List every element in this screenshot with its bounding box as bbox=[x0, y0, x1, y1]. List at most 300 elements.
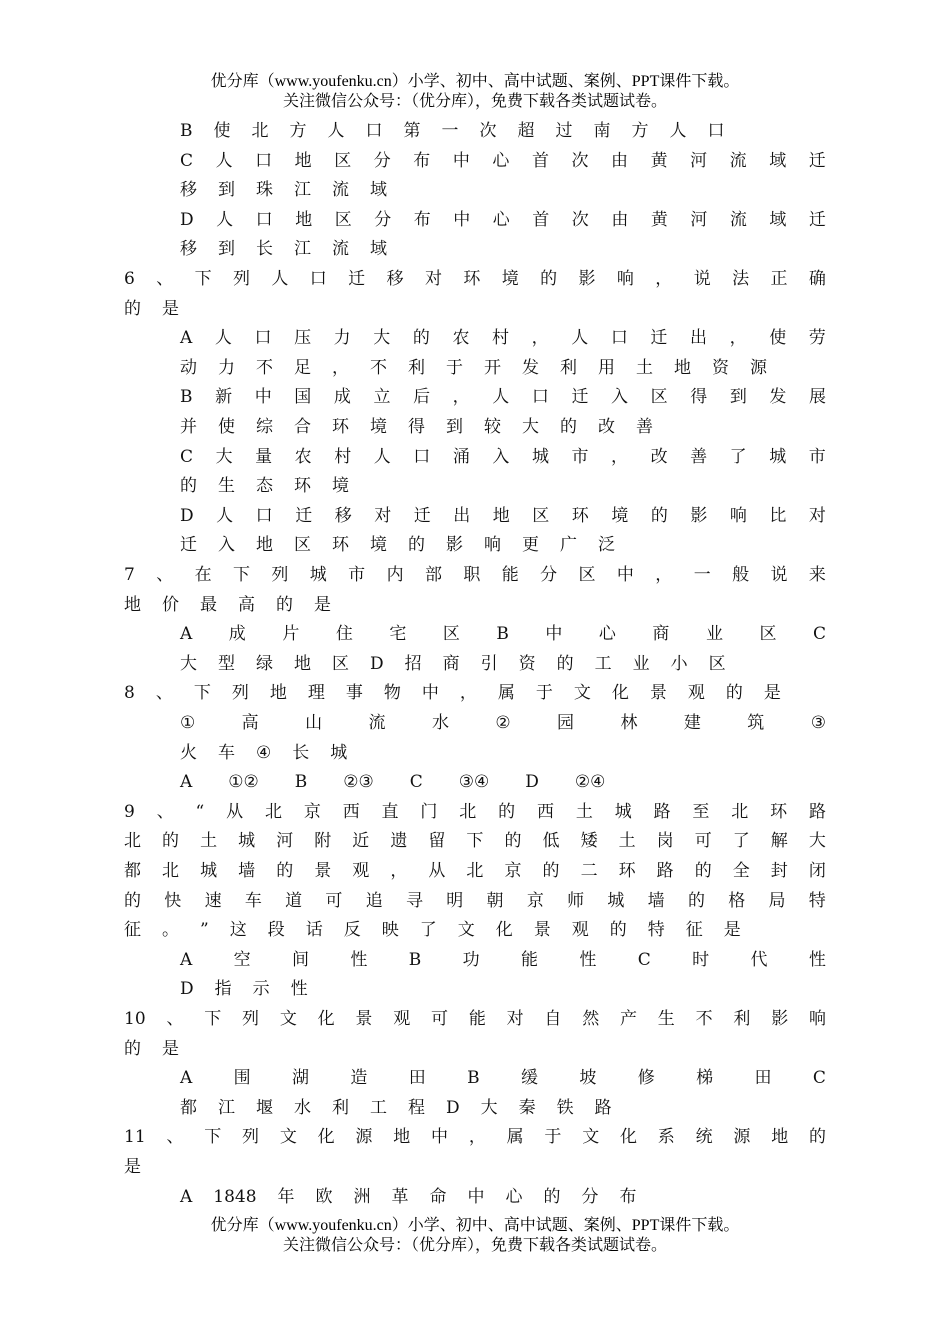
text-token: 方 bbox=[289, 121, 307, 141]
text-token: 中 bbox=[616, 565, 634, 585]
text-token: 建 bbox=[683, 713, 701, 733]
text-token: 城 bbox=[607, 891, 625, 911]
text-token: 力 bbox=[218, 358, 235, 378]
text-token: 环 bbox=[463, 269, 481, 289]
text-token: 田 bbox=[408, 1068, 426, 1088]
text-token: 人 bbox=[214, 328, 232, 348]
text-line bbox=[180, 948, 826, 972]
text-token: 9 bbox=[124, 802, 135, 822]
text-token: 景 bbox=[314, 861, 332, 881]
text-token: 下 bbox=[466, 831, 484, 851]
text-token: 统 bbox=[695, 1127, 713, 1147]
text-token: 是 bbox=[763, 683, 781, 703]
text-token: 田 bbox=[754, 1068, 772, 1088]
text-token: C bbox=[409, 772, 423, 792]
text-token: 不 bbox=[370, 358, 387, 378]
text-line bbox=[124, 1037, 826, 1061]
text-token: 城 bbox=[200, 861, 218, 881]
text-token: B bbox=[180, 121, 193, 141]
text-token: 到 bbox=[218, 180, 235, 200]
text-token: 新 bbox=[215, 387, 233, 407]
text-token: 区 bbox=[708, 654, 726, 674]
text-token: 年 bbox=[277, 1187, 295, 1207]
text-token: 用 bbox=[598, 358, 615, 378]
text-token: 路 bbox=[809, 802, 826, 822]
text-token: 足 bbox=[294, 358, 311, 378]
text-token: 下 bbox=[204, 1009, 222, 1029]
text-token: 理 bbox=[307, 683, 325, 703]
text-token: 湖 bbox=[292, 1068, 310, 1088]
text-token: 化 bbox=[317, 1009, 335, 1029]
text-token: 的 bbox=[687, 891, 705, 911]
text-token: 地 bbox=[294, 654, 311, 674]
text-token: 压 bbox=[294, 328, 312, 348]
text-token: 工 bbox=[594, 654, 612, 674]
text-token: 区 bbox=[759, 624, 777, 644]
text-token: 路 bbox=[594, 1098, 612, 1118]
text-token: 分 bbox=[581, 1187, 599, 1207]
text-token: 、 bbox=[155, 683, 173, 703]
text-token: 景 bbox=[355, 1009, 373, 1029]
text-token: 布 bbox=[413, 151, 431, 171]
text-token: 征 bbox=[124, 920, 141, 940]
text-token: 资 bbox=[712, 358, 729, 378]
text-token: 影 bbox=[771, 1009, 789, 1029]
text-token: 后 bbox=[413, 387, 431, 407]
text-token: 流 bbox=[368, 713, 386, 733]
text-token: 源 bbox=[733, 1127, 751, 1147]
text-token: 、 bbox=[166, 1009, 184, 1029]
text-token: 修 bbox=[637, 1068, 655, 1088]
text-token: D bbox=[180, 979, 194, 999]
text-token: 车 bbox=[244, 891, 262, 911]
text-token: 环 bbox=[294, 476, 311, 496]
text-token: 说 bbox=[770, 565, 788, 585]
text-token: 迁 bbox=[571, 387, 589, 407]
text-token: 市 bbox=[571, 447, 589, 467]
text-token: A bbox=[180, 624, 193, 644]
text-token: 迁 bbox=[348, 269, 366, 289]
text-token: 从 bbox=[428, 861, 446, 881]
text-token: 道 bbox=[285, 891, 303, 911]
text-token: 移 bbox=[334, 506, 352, 526]
text-token: 京 bbox=[504, 861, 522, 881]
text-token: 地 bbox=[393, 1127, 411, 1147]
text-token: 区 bbox=[578, 565, 596, 585]
text-token: 涌 bbox=[452, 447, 470, 467]
text-token: 的 bbox=[498, 802, 516, 822]
text-token: 火 bbox=[180, 743, 197, 763]
text-token: 境 bbox=[611, 506, 629, 526]
text-token: 次 bbox=[571, 151, 589, 171]
text-token: 的 bbox=[504, 831, 522, 851]
text-token: 文 bbox=[573, 683, 591, 703]
text-token: 广 bbox=[560, 535, 577, 555]
text-token: 观 bbox=[393, 1009, 411, 1029]
text-line bbox=[124, 593, 826, 617]
text-token: 农 bbox=[294, 447, 312, 467]
text-token: 了 bbox=[732, 831, 750, 851]
text-token: 可 bbox=[325, 891, 343, 911]
text-token: 的 bbox=[560, 417, 577, 437]
text-token: 口 bbox=[255, 210, 273, 230]
text-token: 梯 bbox=[696, 1068, 714, 1088]
text-token: 态 bbox=[256, 476, 273, 496]
text-token: A bbox=[180, 1187, 193, 1207]
text-token: 利 bbox=[332, 1098, 349, 1118]
text-token: 村 bbox=[492, 328, 510, 348]
text-token: 下 bbox=[193, 683, 211, 703]
text-token: 口 bbox=[255, 151, 273, 171]
text-token: 源 bbox=[355, 1127, 373, 1147]
text-token: 在 bbox=[194, 565, 212, 585]
text-token: 由 bbox=[611, 210, 629, 230]
text-token: 命 bbox=[429, 1187, 447, 1207]
text-token: 10 bbox=[124, 1009, 146, 1029]
header-line-2: 关注微信公众号：（优分库），免费下载各类试题试卷。 bbox=[282, 93, 667, 110]
text-token: 流 bbox=[729, 210, 747, 230]
text-token: 于 bbox=[544, 1127, 562, 1147]
text-token: 心 bbox=[598, 624, 616, 644]
text-token: 11 bbox=[124, 1127, 146, 1147]
text-token: 对 bbox=[374, 506, 392, 526]
text-token: 分 bbox=[374, 210, 392, 230]
text-token: 使 bbox=[769, 328, 787, 348]
text-token: 的 bbox=[694, 861, 712, 881]
text-token: 土 bbox=[636, 358, 653, 378]
text-token: 1848 bbox=[213, 1187, 257, 1207]
text-token: 路 bbox=[653, 802, 671, 822]
text-line bbox=[124, 297, 826, 321]
text-token: 第 bbox=[403, 121, 421, 141]
text-line bbox=[180, 977, 826, 1001]
text-token: 城 bbox=[309, 565, 327, 585]
text-token: 口 bbox=[309, 269, 327, 289]
text-token: 大 bbox=[522, 417, 539, 437]
text-token: 较 bbox=[484, 417, 501, 437]
text-token: 的 bbox=[650, 506, 668, 526]
text-token: 到 bbox=[729, 387, 747, 407]
text-token: 人 bbox=[215, 151, 233, 171]
text-token: 境 bbox=[370, 417, 387, 437]
text-token: 景 bbox=[649, 683, 667, 703]
text-token: 域 bbox=[370, 180, 387, 200]
text-token: “ bbox=[195, 802, 205, 822]
text-token: 、 bbox=[166, 1127, 184, 1147]
text-token: 江 bbox=[294, 239, 311, 259]
text-token: B bbox=[180, 387, 193, 407]
text-token: 流 bbox=[332, 239, 349, 259]
text-token: ④ bbox=[256, 743, 272, 763]
text-token: 对 bbox=[808, 506, 826, 526]
text-token: 征 bbox=[685, 920, 703, 940]
text-token: 移 bbox=[180, 239, 197, 259]
text-token: 移 bbox=[180, 180, 197, 200]
text-token: 速 bbox=[204, 891, 222, 911]
text-token: 留 bbox=[428, 831, 446, 851]
text-token: 文 bbox=[279, 1127, 297, 1147]
text-line bbox=[180, 208, 826, 232]
text-token: 小 bbox=[670, 654, 688, 674]
text-token: 、 bbox=[156, 269, 174, 289]
text-line bbox=[124, 1125, 826, 1149]
text-token: 布 bbox=[619, 1187, 637, 1207]
text-token: 商 bbox=[442, 654, 460, 674]
text-token: 下 bbox=[204, 1127, 222, 1147]
text-token: 性 bbox=[290, 979, 308, 999]
text-token: 人 bbox=[271, 269, 289, 289]
text-token: 江 bbox=[218, 1098, 235, 1118]
text-token: 迁 bbox=[808, 151, 826, 171]
text-token: 国 bbox=[294, 387, 312, 407]
text-token: 大 bbox=[180, 654, 197, 674]
text-token: 人 bbox=[373, 447, 391, 467]
text-line bbox=[124, 859, 826, 883]
text-token: 北 bbox=[731, 802, 749, 822]
text-token: 黄 bbox=[650, 210, 668, 230]
text-token: 由 bbox=[611, 151, 629, 171]
text-token: 综 bbox=[256, 417, 273, 437]
text-line bbox=[180, 119, 826, 143]
text-token: 影 bbox=[690, 506, 708, 526]
text-token: 展 bbox=[809, 387, 826, 407]
text-token: 首 bbox=[532, 210, 550, 230]
text-line bbox=[124, 267, 826, 291]
text-token: 口 bbox=[254, 328, 272, 348]
text-token: 于 bbox=[446, 358, 463, 378]
text-token: 移 bbox=[386, 269, 404, 289]
text-token: 缓 bbox=[521, 1068, 539, 1088]
text-token: 6 bbox=[124, 269, 135, 289]
text-token: 到 bbox=[218, 239, 235, 259]
text-token: 利 bbox=[733, 1009, 751, 1029]
text-token: 快 bbox=[164, 891, 182, 911]
text-token: 力 bbox=[333, 328, 351, 348]
text-token: 的 bbox=[609, 920, 627, 940]
text-line bbox=[180, 149, 826, 173]
text-token: 法 bbox=[732, 269, 750, 289]
text-line bbox=[124, 1155, 826, 1179]
text-token: 迁 bbox=[650, 328, 668, 348]
text-token: 南 bbox=[593, 121, 611, 141]
text-token: 一 bbox=[693, 565, 711, 585]
text-token: 农 bbox=[452, 328, 470, 348]
text-token: 造 bbox=[350, 1068, 368, 1088]
text-token: 大 bbox=[480, 1098, 498, 1118]
text-token: 环 bbox=[332, 535, 349, 555]
text-token: 并 bbox=[180, 417, 197, 437]
text-token: 林 bbox=[620, 713, 638, 733]
text-token: 局 bbox=[768, 891, 786, 911]
text-token: 善 bbox=[636, 417, 653, 437]
text-token: 文 bbox=[279, 1009, 297, 1029]
text-token: 近 bbox=[352, 831, 370, 851]
text-token: 市 bbox=[808, 447, 826, 467]
text-token: 的 bbox=[276, 595, 293, 615]
text-token: D bbox=[180, 210, 194, 230]
text-token: 发 bbox=[522, 358, 539, 378]
text-token: C bbox=[637, 950, 651, 970]
text-token: ③ bbox=[810, 713, 826, 733]
text-token: 事 bbox=[345, 683, 363, 703]
text-token: 地 bbox=[674, 358, 691, 378]
text-token: 人 bbox=[669, 121, 687, 141]
text-token: 得 bbox=[408, 417, 425, 437]
text-token: 发 bbox=[769, 387, 787, 407]
text-token: 大 bbox=[215, 447, 233, 467]
text-token: B bbox=[467, 1068, 480, 1088]
text-token: 城 bbox=[330, 743, 348, 763]
text-token: 中 bbox=[431, 1127, 449, 1147]
text-token: 次 bbox=[571, 210, 589, 230]
text-token: 然 bbox=[582, 1009, 600, 1029]
text-token: 明 bbox=[446, 891, 464, 911]
text-token: 般 bbox=[732, 565, 750, 585]
text-token: 是 bbox=[124, 1157, 141, 1177]
text-token: 地 bbox=[771, 1127, 789, 1147]
text-token: 的 bbox=[808, 1127, 826, 1147]
text-token: A bbox=[180, 328, 193, 348]
text-token: 朝 bbox=[486, 891, 504, 911]
footer-line-2: 关注微信公众号：（优分库），免费下载各类试题试卷。 bbox=[282, 1237, 667, 1254]
text-token: 西 bbox=[536, 802, 554, 822]
text-token: 量 bbox=[255, 447, 273, 467]
text-token: 响 bbox=[729, 506, 747, 526]
text-line bbox=[180, 237, 826, 261]
text-token: 的 bbox=[408, 535, 425, 555]
text-token: 岗 bbox=[656, 831, 674, 851]
header-line-1: 优分库（www.youfenku.cn）小学、初中、高中试题、案例、PPT课件下载。 bbox=[210, 73, 740, 90]
text-token: 土 bbox=[575, 802, 593, 822]
text-token: 北 bbox=[459, 802, 477, 822]
text-token: 人 bbox=[216, 210, 234, 230]
text-token: 低 bbox=[542, 831, 560, 851]
text-token: 间 bbox=[292, 950, 310, 970]
text-token: 坡 bbox=[579, 1068, 597, 1088]
text-token: 成 bbox=[333, 387, 351, 407]
text-token: 门 bbox=[420, 802, 438, 822]
text-token: 的 bbox=[276, 861, 294, 881]
text-token: 泛 bbox=[598, 535, 615, 555]
text-token: 招 bbox=[404, 654, 422, 674]
text-token: 地 bbox=[269, 683, 287, 703]
text-token: 使 bbox=[218, 417, 235, 437]
text-token: 长 bbox=[256, 239, 273, 259]
text-token: 黄 bbox=[650, 151, 668, 171]
text-token: 开 bbox=[484, 358, 501, 378]
text-token: 了 bbox=[729, 447, 747, 467]
text-token: 内 bbox=[386, 565, 404, 585]
text-token: 型 bbox=[218, 654, 235, 674]
text-token: 程 bbox=[408, 1098, 425, 1118]
text-line bbox=[180, 770, 826, 794]
text-token: 域 bbox=[370, 239, 387, 259]
text-token: 中 bbox=[467, 1187, 485, 1207]
text-token: 自 bbox=[544, 1009, 562, 1029]
text-token: 河 bbox=[276, 831, 294, 851]
text-token: 合 bbox=[294, 417, 311, 437]
text-line bbox=[124, 681, 826, 705]
text-token: 住 bbox=[335, 624, 353, 644]
text-token: 改 bbox=[598, 417, 615, 437]
text-token: 人 bbox=[492, 387, 510, 407]
text-token: 反 bbox=[343, 920, 361, 940]
text-token: 利 bbox=[560, 358, 577, 378]
text-token: 境 bbox=[501, 269, 519, 289]
text-line bbox=[180, 504, 826, 528]
text-token: 铁 bbox=[556, 1098, 574, 1118]
text-token: 城 bbox=[614, 802, 632, 822]
text-token: 筑 bbox=[747, 713, 765, 733]
text-token: 口 bbox=[365, 121, 383, 141]
text-token: 围 bbox=[233, 1068, 251, 1088]
text-token: 都 bbox=[124, 861, 141, 881]
text-token: 秦 bbox=[518, 1098, 536, 1118]
text-token: 境 bbox=[332, 476, 349, 496]
text-token: 西 bbox=[342, 802, 360, 822]
text-token: 话 bbox=[305, 920, 323, 940]
text-token: 一 bbox=[441, 121, 459, 141]
text-token: 确 bbox=[808, 269, 826, 289]
text-token: 业 bbox=[705, 624, 723, 644]
text-token: 直 bbox=[381, 802, 399, 822]
text-token: 职 bbox=[463, 565, 481, 585]
text-token: 不 bbox=[695, 1009, 713, 1029]
text-token: 的 bbox=[542, 861, 560, 881]
text-token: 长 bbox=[292, 743, 310, 763]
text-token: 价 bbox=[162, 595, 179, 615]
text-token: 观 bbox=[687, 683, 705, 703]
text-line bbox=[124, 889, 826, 913]
text-token: 出 bbox=[453, 506, 471, 526]
text-token: C bbox=[812, 1068, 826, 1088]
text-line bbox=[180, 474, 826, 498]
text-token: 高 bbox=[241, 713, 259, 733]
text-token: 的 bbox=[124, 891, 141, 911]
text-token: 环 bbox=[618, 861, 636, 881]
text-token: 师 bbox=[567, 891, 585, 911]
text-token: 墙 bbox=[647, 891, 665, 911]
text-token: 化 bbox=[317, 1127, 335, 1147]
text-token: 的 bbox=[556, 654, 574, 674]
text-token: 属 bbox=[497, 683, 515, 703]
text-token: 资 bbox=[518, 654, 536, 674]
text-token: 引 bbox=[480, 654, 498, 674]
text-token: 水 bbox=[294, 1098, 311, 1118]
text-token: 京 bbox=[303, 802, 321, 822]
text-token: 堰 bbox=[256, 1098, 273, 1118]
text-token: C bbox=[180, 447, 194, 467]
text-token: 格 bbox=[728, 891, 746, 911]
text-token: 业 bbox=[632, 654, 650, 674]
text-token: 可 bbox=[694, 831, 712, 851]
text-token: 化 bbox=[611, 683, 629, 703]
text-token: 改 bbox=[650, 447, 668, 467]
text-token: 口 bbox=[610, 328, 628, 348]
text-token: 影 bbox=[446, 535, 463, 555]
text-token: 来 bbox=[808, 565, 826, 585]
text-token: 不 bbox=[256, 358, 273, 378]
text-token: 区 bbox=[650, 387, 668, 407]
text-token: 河 bbox=[690, 151, 708, 171]
text-token: 劳 bbox=[808, 328, 826, 348]
text-token: ， bbox=[655, 269, 673, 289]
text-token: 文 bbox=[582, 1127, 600, 1147]
text-token: 北 bbox=[466, 861, 484, 881]
text-token: 到 bbox=[446, 417, 463, 437]
text-line bbox=[124, 918, 826, 942]
text-token: 市 bbox=[348, 565, 366, 585]
